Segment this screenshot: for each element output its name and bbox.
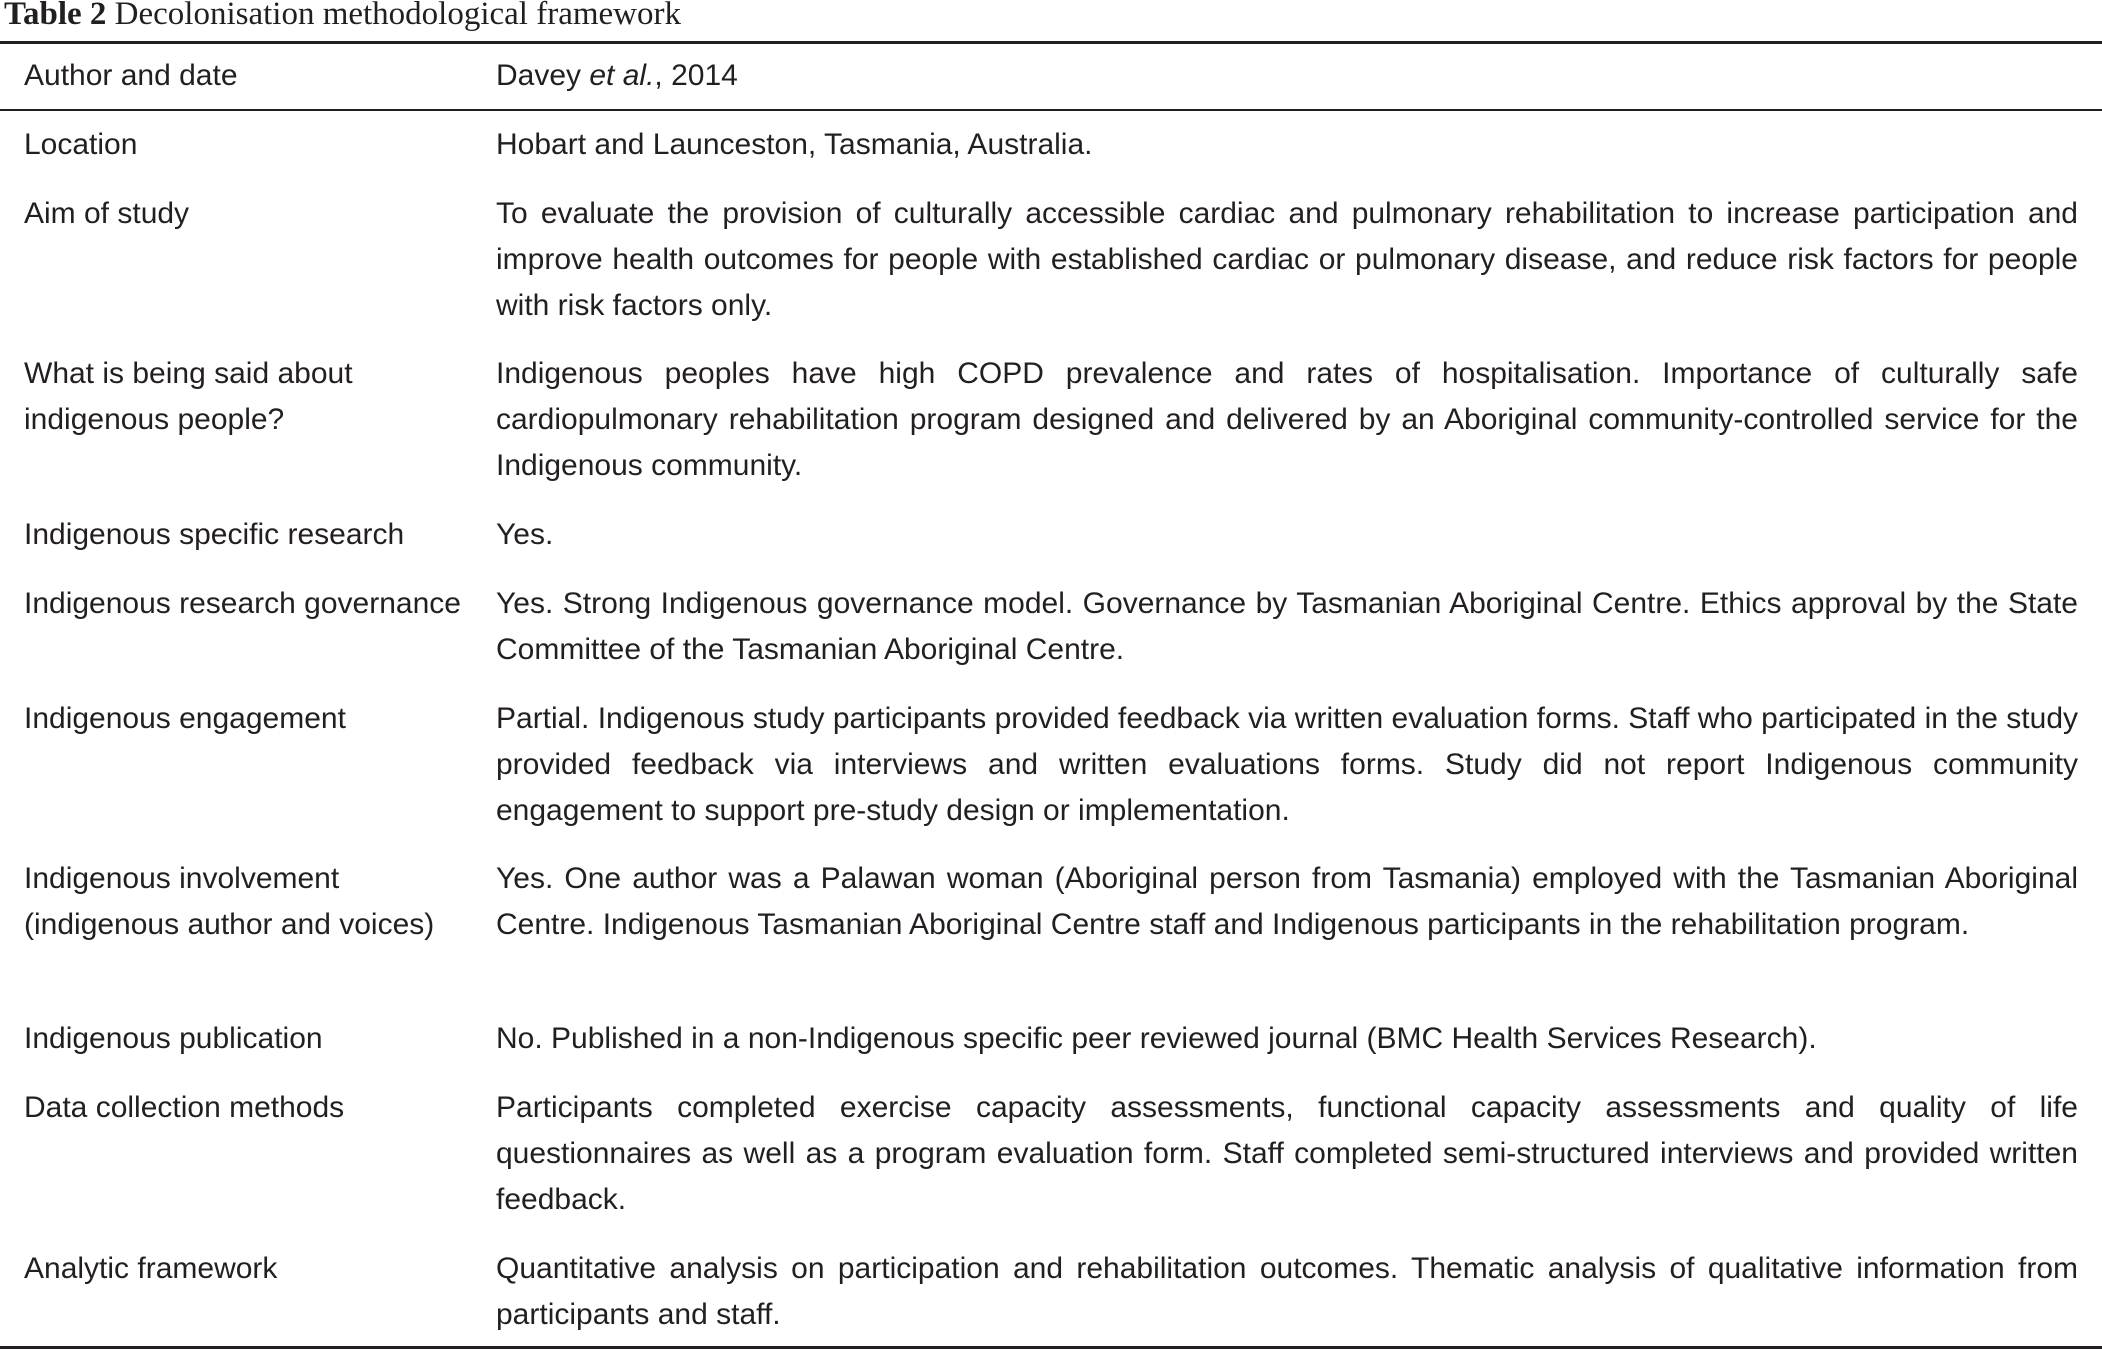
row-value: Quantitative analysis on participation and rehabilitation outcomes. Thematic analysis of qualitative information from participants and staff. <box>496 1252 2078 1331</box>
row-label: Indigenous specific research <box>24 518 405 551</box>
row-label: Indigenous involvement (indigenous author and voices) <box>24 862 435 941</box>
row-label: Location <box>24 128 138 161</box>
table-caption-label: Table 2 <box>4 0 107 32</box>
header-col2 <box>496 53 2078 99</box>
header-author: Davey <box>496 59 590 92</box>
row-label: Indigenous publication <box>24 1022 323 1055</box>
header-year: , 2014 <box>654 59 738 92</box>
top-rule <box>0 41 2102 44</box>
row-label: What is being said about indigenous people? <box>24 357 353 436</box>
table-caption-title: Decolonisation methodological framework <box>114 0 681 32</box>
row-value: Partial. Indigenous study participants provided feedback via written evaluation forms. Staff who participated in the study provided feedback via interviews and written evaluations forms. Study did not report Indigenous community engagement to support pre-study design or implementation. <box>496 702 2079 827</box>
row-value: To evaluate the provision of culturally accessible cardiac and pulmonary rehabilitation to increase participation and improve health outcomes for people with established cardiac or pulmonary disease, and reduce risk factors for people with risk factors only. <box>496 197 2078 322</box>
row-value: Yes. <box>496 518 554 551</box>
row-value: Hobart and Launceston, Tasmania, Australia. <box>496 128 1093 161</box>
header-col1: Author and date <box>24 59 238 92</box>
row-value: Indigenous peoples have high COPD prevalence and rates of hospitalisation. Importance of culturally safe cardiopulmonary rehabilitation program designed and delivered by an Aboriginal community-controlled service for the Indigenous community. <box>496 357 2078 482</box>
table-caption <box>4 0 681 34</box>
row-label: Indigenous research governance <box>24 587 461 620</box>
bottom-rule <box>0 1346 2102 1349</box>
row-label: Indigenous engagement <box>24 702 346 735</box>
header-etal: et al. <box>589 59 655 92</box>
header-rule <box>0 109 2102 111</box>
row-value: Participants completed exercise capacity assessments, functional capacity assessments and quality of life questionnaires as well as a program evaluation form. Staff completed semi-structured interviews and provided written feedback. <box>496 1091 2078 1216</box>
row-value: No. Published in a non-Indigenous specific peer reviewed journal (BMC Health Services Research). <box>496 1022 1817 1055</box>
row-value: Yes. One author was a Palawan woman (Aboriginal person from Tasmania) employed with the Tasmanian Aboriginal Centre. Indigenous Tasmanian Aboriginal Centre staff and Indigenous participants in the rehabilitation program. <box>496 862 2078 941</box>
row-label: Aim of study <box>24 197 190 230</box>
row-value: Yes. Strong Indigenous governance model. Governance by Tasmanian Aboriginal Centre. Ethics approval by the State Committee of the Tasmanian Aboriginal Centre. <box>496 587 2078 666</box>
row-label: Analytic framework <box>24 1252 278 1285</box>
row-label: Data collection methods <box>24 1091 345 1124</box>
